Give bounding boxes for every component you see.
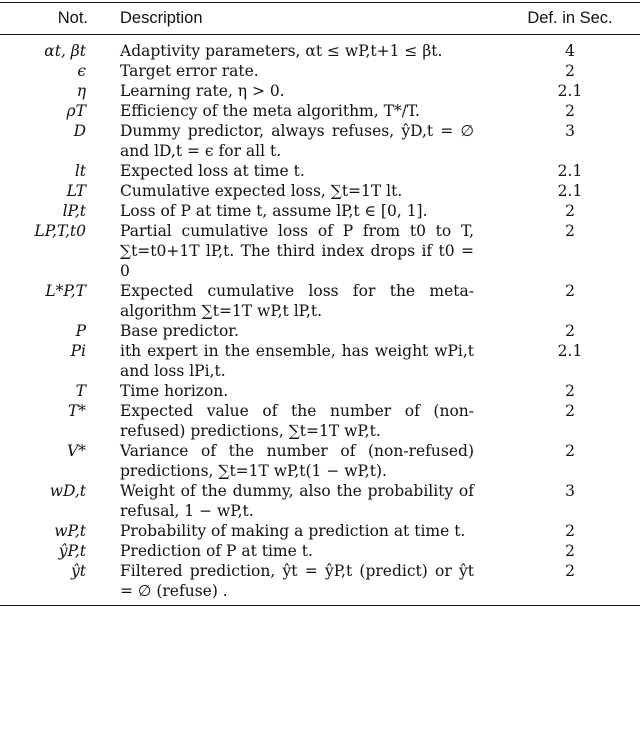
section-ref: 2.1 <box>557 82 583 100</box>
table-row <box>0 35 640 62</box>
section-ref: 2 <box>565 102 575 120</box>
notation-symbol: ŷP,t <box>58 542 86 560</box>
section-ref: 3 <box>565 122 575 140</box>
table-row <box>0 321 640 341</box>
table-row <box>0 81 640 101</box>
section-ref: 2 <box>565 322 575 340</box>
section-ref: 2 <box>565 382 575 400</box>
notation-description: Learning rate, η > 0. <box>120 82 285 100</box>
notation-description: Expected value of the number of (non-refused) predictions, ∑t=1T wP,t. <box>120 402 474 440</box>
notation-symbol: η <box>76 82 86 100</box>
notation-description: Target error rate. <box>120 62 259 80</box>
notation-description: Time horizon. <box>120 382 229 400</box>
notation-symbol: αt, βt <box>44 42 86 60</box>
section-ref: 2 <box>565 402 575 420</box>
notation-symbol: lt <box>74 162 86 180</box>
section-ref: 4 <box>565 42 575 60</box>
notation-symbol: L*P,T <box>45 282 86 300</box>
notation-description: Expected loss at time t. <box>120 162 305 180</box>
notation-description: Variance of the number of (non-refused) predictions, ∑t=1T wP,t(1 − wP,t). <box>120 442 474 480</box>
section-ref: 2 <box>565 542 575 560</box>
notation-symbol: ϵ <box>77 62 86 80</box>
notation-symbol: LP,T,t0 <box>34 222 86 240</box>
notation-symbol: lP,t <box>62 202 86 220</box>
notation-description: Weight of the dummy, also the probability of refusal, 1 − wP,t. <box>120 482 474 520</box>
section-ref: 2 <box>565 202 575 220</box>
notation-symbol: wP,t <box>54 522 86 540</box>
table-row <box>0 221 640 281</box>
section-ref: 2 <box>565 62 575 80</box>
section-ref: 2.1 <box>557 182 583 200</box>
table-row <box>0 121 640 161</box>
notation-description: Filtered prediction, ŷt = ŷP,t (predict) or ŷt = ∅ (refuse) . <box>96 561 500 606</box>
notation-symbol: ŷt <box>0 561 96 606</box>
table-row <box>0 201 640 221</box>
notation-symbol: T <box>75 382 86 400</box>
notation-symbol: wD,t <box>49 482 86 500</box>
notation-symbol: D <box>73 122 86 140</box>
table-row <box>0 481 640 521</box>
section-ref: 2 <box>565 442 575 460</box>
table-row <box>0 521 640 541</box>
notation-description: Partial cumulative loss of P from t0 to T, ∑t=t0+1T lP,t. The third index drops if t0 = 0 <box>120 222 474 280</box>
table-row <box>0 541 640 561</box>
table-row <box>0 181 640 201</box>
notation-symbol: LT <box>66 182 86 200</box>
header-notation: Not. <box>0 3 96 35</box>
section-ref: 2 <box>565 282 575 300</box>
notation-description: Base predictor. <box>120 322 239 340</box>
notation-symbol: ρT <box>66 102 86 120</box>
notation-description: Cumulative expected loss, ∑t=1T lt. <box>120 182 403 200</box>
section-ref: 2 <box>565 522 575 540</box>
notation-description: Dummy predictor, always refuses, ŷD,t = ∅ and lD,t = ϵ for all t. <box>120 122 474 160</box>
notation-description: Expected cumulative loss for the meta-algorithm ∑t=1T wP,t lP,t. <box>120 282 474 320</box>
notation-symbol: P <box>75 322 86 340</box>
notation-description: Probability of making a prediction at time t. <box>120 522 466 540</box>
table-row <box>0 401 640 441</box>
notation-description: Prediction of P at time t. <box>120 542 313 560</box>
table-row <box>0 161 640 181</box>
notation-symbol: T* <box>67 402 86 420</box>
section-ref: 2 <box>565 222 575 240</box>
header-section: Def. in Sec. <box>500 3 640 35</box>
notation-description: Loss of P at time t, assume lP,t ∈ [0, 1]. <box>120 202 428 220</box>
notation-description: Adaptivity parameters, αt ≤ wP,t+1 ≤ βt. <box>120 42 443 60</box>
header-row <box>0 3 640 35</box>
section-ref: 3 <box>565 482 575 500</box>
table-row <box>0 61 640 81</box>
notation-description: Efficiency of the meta algorithm, T*/T. <box>120 102 420 120</box>
section-ref: 2 <box>500 561 640 606</box>
notation-table <box>0 2 640 606</box>
notation-description: ith expert in the ensemble, has weight wPi,t and loss lPi,t. <box>120 342 474 380</box>
table-row <box>0 561 640 606</box>
section-ref: 2.1 <box>557 342 583 360</box>
table-row <box>0 441 640 481</box>
section-ref: 2.1 <box>557 162 583 180</box>
table-row <box>0 281 640 321</box>
notation-symbol: Pi <box>70 342 86 360</box>
table-row <box>0 101 640 121</box>
notation-symbol: V* <box>67 442 86 460</box>
header-description: Description <box>96 3 500 35</box>
table-row <box>0 341 640 381</box>
table-row <box>0 381 640 401</box>
